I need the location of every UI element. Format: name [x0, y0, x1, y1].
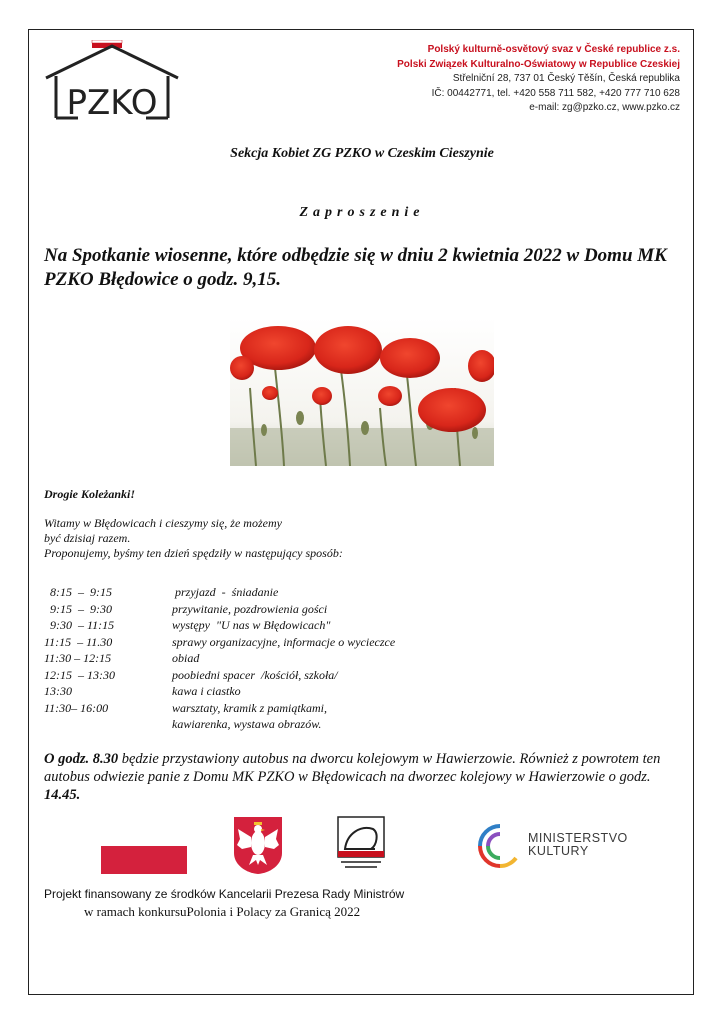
bus-notice: [44, 750, 684, 804]
polish-flag-icon: [101, 818, 187, 874]
section-title: Sekcja Kobiet ZG PZKO w Czeskim Cieszynie: [230, 146, 494, 161]
schedule-row: [44, 617, 395, 634]
schedule-activity: przyjazd - śniadanie: [172, 585, 279, 599]
schedule-time: 9:30 – 11:15: [44, 618, 115, 632]
ministry-name: [528, 832, 628, 858]
schedule-row: [44, 650, 395, 667]
schedule-time: [44, 716, 172, 733]
schedule-row: [44, 683, 395, 700]
schedule-activity: obiad: [172, 651, 200, 665]
organization-header: [397, 43, 680, 116]
funding-note: [44, 885, 404, 921]
schedule-row: [44, 700, 395, 717]
funding-line: w ramach konkursuPolonia i Polacy za Granicą 2022: [84, 904, 361, 919]
schedule-activity: występy "U nas w Błędowicach": [172, 618, 331, 632]
poppy-photo: [230, 318, 494, 466]
schedule-activity: kawiarenka, wystawa obrazów.: [172, 717, 322, 731]
schedule-row: [44, 667, 395, 684]
schedule-activity: przywitanie, pozdrowienia gości: [172, 601, 328, 616]
org-address: Střelniční 28, 737 01 Český Těšín, Česká republika: [452, 73, 680, 84]
schedule-time: 11:30 – 12:15: [44, 651, 112, 665]
schedule: [44, 584, 395, 733]
schedule-row: [44, 716, 395, 733]
schedule-row: [44, 601, 395, 618]
schedule-time: 9:15 – 9:30: [44, 601, 112, 616]
invitation-label: Zaproszenie: [299, 205, 425, 220]
ministry-name-line: MINISTERSTVO: [528, 831, 628, 845]
intro-line: Proponujemy, byśmy ten dzień spędziły w następujący sposób:: [44, 546, 343, 560]
intro-line: Witamy w Błędowicach i cieszymy się, że możemy: [44, 516, 282, 530]
org-contact: e-mail: zg@pzko.cz, www.pzko.cz: [529, 102, 680, 113]
bus-time-return: 14.45.: [44, 787, 81, 803]
greeting: Drogie Koleżanki!: [44, 487, 136, 501]
schedule-time: 13:30: [44, 684, 72, 698]
org-ids: IČ: 00442771, tel. +420 558 711 582, +420 777 710 628: [431, 87, 680, 99]
org-name-cz: Polský kulturně-osvětový svaz v České republice z.s.: [427, 44, 680, 55]
schedule-activity: sprawy organizacyjne, informacje o wycieczce: [172, 634, 396, 649]
funding-line: Projekt finansowany ze środków Kancelarii Prezesa Rady Ministrów: [44, 887, 405, 901]
schedule-time: 11:15 – 11.30: [44, 634, 113, 649]
schedule-activity: poobiedni spacer /kościół, szkoła/: [172, 667, 338, 682]
org-name-pl: Polski Związek Kulturalno-Oświatowy w Republice Czeskiej: [397, 58, 680, 70]
schedule-activity: kawa i ciastko: [172, 684, 241, 698]
intro-text: [44, 516, 343, 561]
schedule-row: [44, 584, 395, 601]
polish-eagle-emblem-icon: [232, 815, 284, 875]
intro-line: być dzisiaj razem.: [44, 531, 131, 545]
pzko-logo: [42, 40, 182, 122]
headline: Na Spotkanie wiosenne, które odbędzie się w dniu 2 kwietnia 2022 w Domu MK PZKO Błędowice o godz. 9,15.: [44, 245, 667, 290]
bus-notice-text: będzie przystawiony autobus na dworcu kolejowym w Hawierzowie. Również z powrotem ten autobus odwiezie panie z Domu MK PZKO w Błędowicach na dworzec kolejowy w Hawierzowie o godz.: [44, 751, 661, 785]
stamp-logo-icon: [335, 815, 387, 875]
schedule-time: 8:15 – 9:15: [44, 585, 112, 599]
schedule-time: 11:30– 16:00: [44, 700, 109, 715]
logo-text: PZKO: [66, 83, 158, 122]
schedule-time: 12:15 – 13:30: [44, 667, 115, 682]
ministry-name-line: KULTURY: [528, 844, 589, 858]
bus-time-departure: O godz. 8.30: [44, 751, 119, 767]
schedule-activity: warsztaty, kramik z pamiątkami,: [172, 700, 327, 715]
schedule-row: [44, 634, 395, 651]
